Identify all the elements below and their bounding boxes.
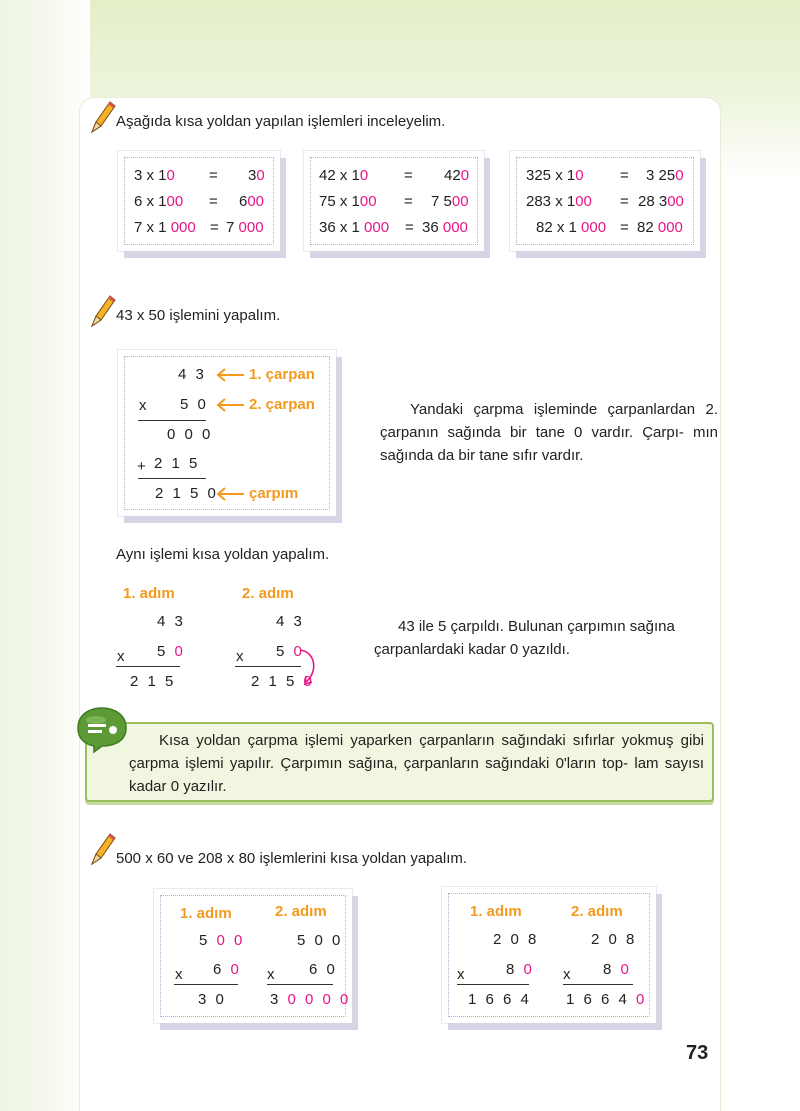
arrow-left-icon bbox=[215, 487, 245, 501]
step2-label: 2. adım bbox=[242, 585, 294, 602]
row-result: 420 bbox=[444, 167, 470, 184]
partial-product-2: 2 1 5 bbox=[154, 455, 200, 472]
step1-product: 1 6 6 4 bbox=[468, 991, 532, 1008]
section2-intro: 43 x 50 işlemini yapalım. bbox=[116, 307, 281, 324]
section3-intro: Aynı işlemi kısa yoldan yapalım. bbox=[116, 546, 330, 563]
step1-label: 1. adım bbox=[180, 905, 232, 922]
row-left: 7 x 1 000 bbox=[134, 219, 196, 236]
first-factor: 4 3 bbox=[178, 366, 207, 383]
step2-product: 3 0 0 0 0 bbox=[270, 991, 351, 1008]
step1-second-factor: 6 0 bbox=[213, 961, 242, 978]
page-number: 73 bbox=[686, 1042, 709, 1064]
first-factor-label: 1. çarpan bbox=[249, 366, 315, 383]
rule-note bbox=[85, 722, 714, 802]
row-left: 325 x 10 bbox=[526, 167, 584, 184]
row-left: 75 x 100 bbox=[319, 193, 377, 210]
step2-second-factor: 8 0 bbox=[603, 961, 632, 978]
step1-label: 1. adım bbox=[470, 903, 522, 920]
pencil-icon bbox=[88, 98, 116, 134]
equals-sign: = bbox=[620, 219, 629, 236]
row-left: 3 x 10 bbox=[134, 167, 175, 184]
row-left: 6 x 100 bbox=[134, 193, 184, 210]
row-result: 7 500 bbox=[431, 193, 469, 210]
step2-label: 2. adım bbox=[275, 903, 327, 920]
divider-line bbox=[267, 984, 333, 985]
step2-second-factor: 5 0 bbox=[276, 643, 305, 660]
row-result: 3 250 bbox=[646, 167, 684, 184]
row-left: 283 x 100 bbox=[526, 193, 592, 210]
equals-sign: = bbox=[210, 219, 219, 236]
plus-sign: + bbox=[137, 458, 146, 475]
equals-sign: = bbox=[620, 193, 629, 210]
step1-second-factor: 8 0 bbox=[506, 961, 535, 978]
section2-explanation: Yandaki çarpma işleminde çarpanlardan 2. çarpanın sağında bir tane 0 vardır. Çarpı- mın sağında da bir tane sıfır vardır. bbox=[380, 401, 718, 464]
row-left: 82 x 1 000 bbox=[536, 219, 607, 236]
divider-line bbox=[563, 984, 633, 985]
times-sign: x bbox=[563, 966, 571, 983]
step2-second-factor: 6 0 bbox=[309, 961, 338, 978]
times-sign: x bbox=[175, 966, 183, 983]
section1-intro: Aşağıda kısa yoldan yapılan işlemleri inceleyelim. bbox=[116, 113, 446, 130]
product-label: çarpım bbox=[249, 485, 299, 502]
times-sign: x bbox=[236, 648, 244, 665]
arrow-left-icon bbox=[215, 368, 245, 382]
row-left: 42 x 10 bbox=[319, 167, 369, 184]
step1-product: 2 1 5 bbox=[130, 673, 176, 690]
equals-sign: = bbox=[404, 167, 413, 184]
second-factor-label: 2. çarpan bbox=[249, 396, 315, 413]
step2-label: 2. adım bbox=[571, 903, 623, 920]
divider-line bbox=[235, 666, 301, 667]
row-left: 36 x 1 000 bbox=[319, 219, 390, 236]
times-sign: x bbox=[139, 397, 147, 414]
partial-product-1: 0 0 0 bbox=[167, 426, 213, 443]
row-result: 36 000 bbox=[422, 219, 468, 236]
equals-sign: = bbox=[620, 167, 629, 184]
pencil-icon bbox=[88, 292, 116, 328]
equals-sign: = bbox=[404, 193, 413, 210]
row-result: 7 000 bbox=[226, 219, 264, 236]
times-sign: x bbox=[267, 966, 275, 983]
rule-note-text: Kısa yoldan çarpma işlemi yaparken çarpanların sağındaki sıfırlar yokmuş gibi çarpma işlemi yapılır. Çarpımın sağına, çarpanların sağındaki 0'ların top- lam sayısı kadar 0 yazılır. bbox=[129, 732, 704, 795]
step1-second-factor: 5 0 bbox=[157, 643, 186, 660]
step1-product: 3 0 bbox=[198, 991, 227, 1008]
divider-line bbox=[116, 666, 180, 667]
pencil-icon bbox=[88, 830, 116, 866]
row-result: 28 300 bbox=[638, 193, 684, 210]
equals-sign: = bbox=[405, 219, 414, 236]
section3-explanation: 43 ile 5 çarpıldı. Bulunan çarpımın sağına çarpanlardaki kadar 0 yazıldı. bbox=[374, 618, 675, 658]
step1-first-factor: 2 0 8 bbox=[493, 931, 539, 948]
times-sign: x bbox=[457, 966, 465, 983]
step2-first-factor: 4 3 bbox=[276, 613, 305, 630]
row-result: 600 bbox=[239, 193, 265, 210]
info-badge-icon bbox=[72, 706, 130, 754]
step2-first-factor: 5 0 0 bbox=[297, 932, 343, 949]
section4-intro: 500 x 60 ve 208 x 80 işlemlerini kısa yoldan yapalım. bbox=[116, 850, 468, 867]
row-result: 30 bbox=[248, 167, 265, 184]
step1-first-factor: 4 3 bbox=[157, 613, 186, 630]
product: 2 1 5 0 bbox=[155, 485, 219, 502]
step2-first-factor: 2 0 8 bbox=[591, 931, 637, 948]
divider-line bbox=[138, 420, 206, 421]
second-factor: 5 0 bbox=[180, 396, 209, 413]
equals-sign: = bbox=[209, 193, 218, 210]
arrow-left-icon bbox=[215, 398, 245, 412]
step2-product: 1 6 6 4 0 bbox=[566, 991, 647, 1008]
step1-label: 1. adım bbox=[123, 585, 175, 602]
step1-first-factor: 5 0 0 bbox=[199, 932, 245, 949]
page-background-left bbox=[0, 0, 90, 1111]
divider-line bbox=[174, 984, 238, 985]
divider-line bbox=[138, 478, 206, 479]
row-result: 82 000 bbox=[637, 219, 683, 236]
equals-sign: = bbox=[209, 167, 218, 184]
divider-line bbox=[457, 984, 529, 985]
step2-product: 2 1 5 0 bbox=[251, 673, 315, 690]
times-sign: x bbox=[117, 648, 125, 665]
curved-arrow-icon bbox=[296, 648, 322, 690]
